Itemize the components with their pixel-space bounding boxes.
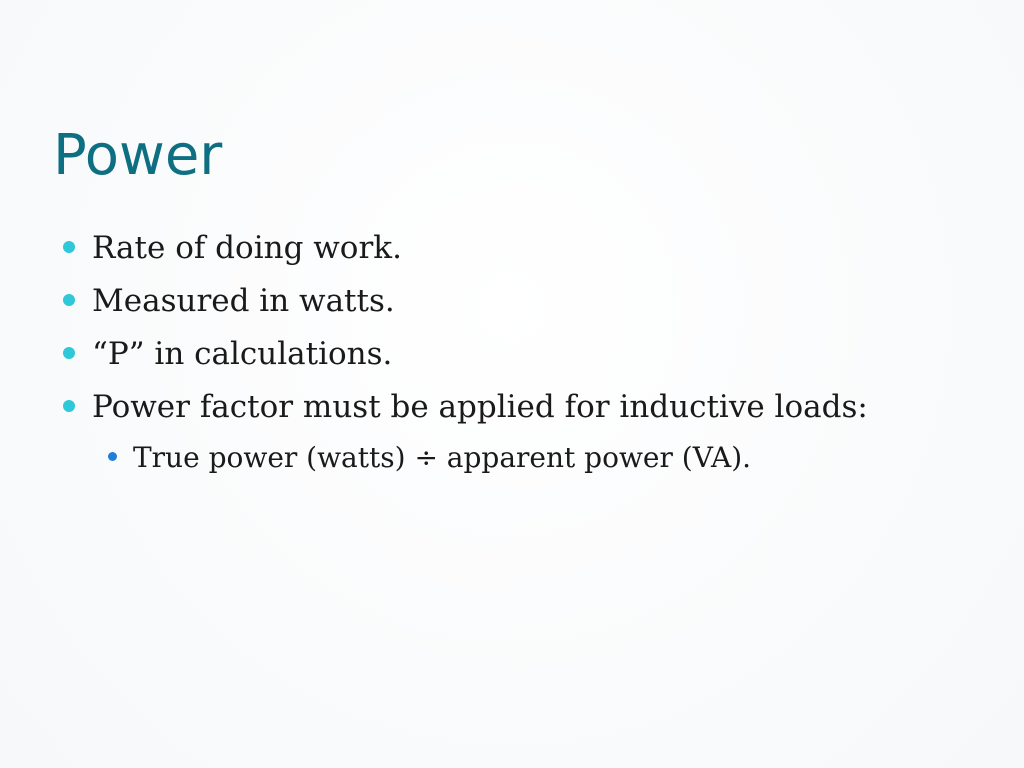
bullet-list — [63, 222, 868, 482]
bullet-marker-icon — [63, 347, 75, 359]
bullet-item — [63, 381, 868, 434]
bullet-marker-icon — [63, 400, 75, 412]
sub-bullet-marker-icon — [108, 452, 117, 461]
bullet-item — [63, 275, 868, 328]
bullet-marker-icon — [63, 241, 75, 253]
sub-bullet-list — [63, 434, 868, 482]
bullet-marker-icon — [63, 294, 75, 306]
bullet-text: Rate of doing work. — [92, 230, 402, 266]
bullet-text: Power factor must be applied for inductive loads: — [92, 389, 868, 425]
sub-bullet-text: True power (watts) ÷ apparent power (VA). — [133, 441, 752, 474]
slide-title: Power — [53, 123, 223, 188]
bullet-text: “P” in calculations. — [92, 336, 393, 372]
bullet-item — [63, 328, 868, 381]
bullet-text: Measured in watts. — [92, 283, 395, 319]
sub-bullet-group — [63, 434, 868, 482]
bullet-item — [63, 222, 868, 275]
sub-bullet-item — [63, 434, 868, 482]
